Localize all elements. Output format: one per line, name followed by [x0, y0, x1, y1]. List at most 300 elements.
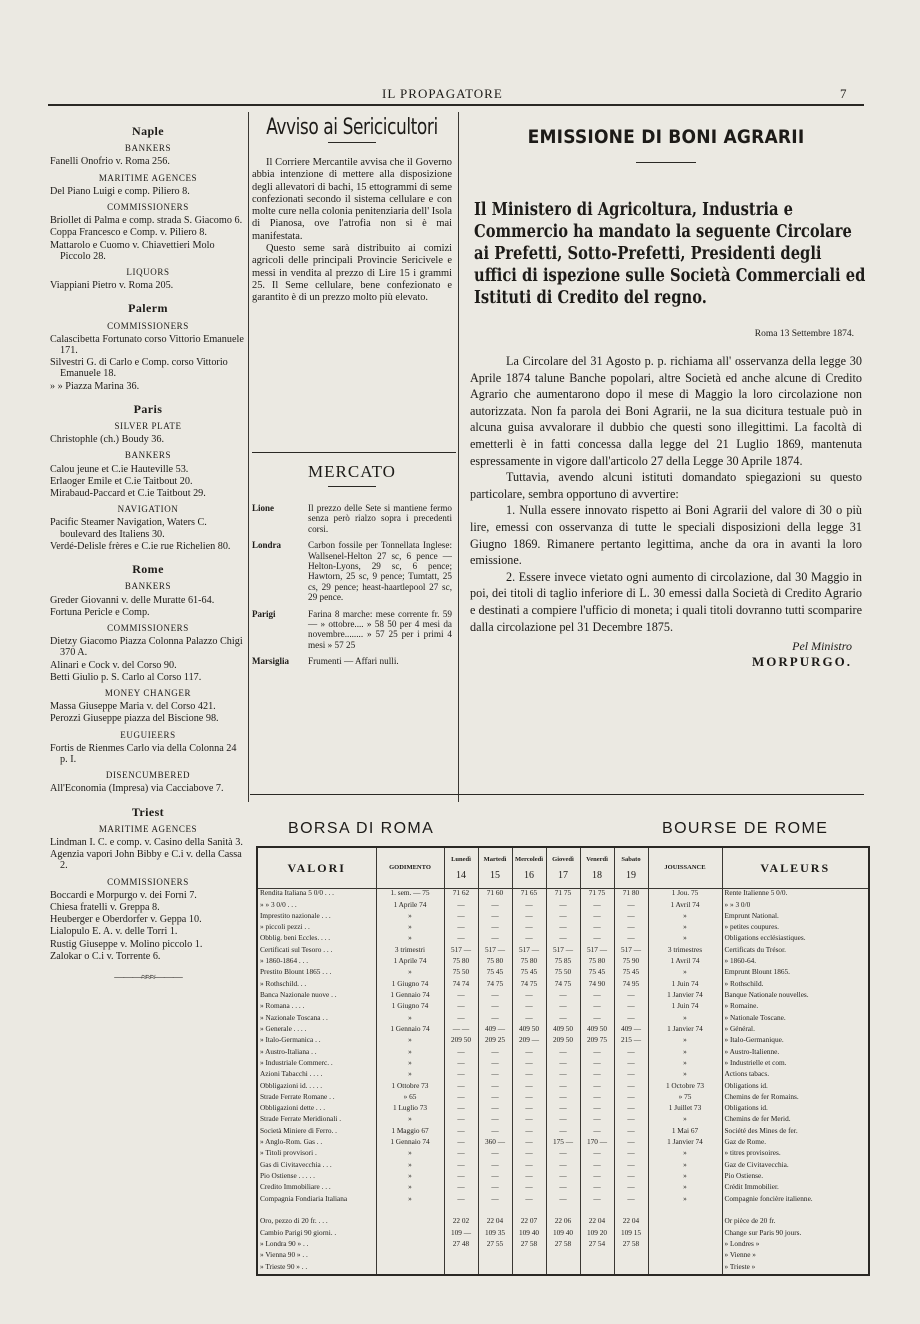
- table-row: [258, 957, 868, 968]
- valori-cell-text: Rendita Italiana 5 0/0 . . .: [260, 888, 334, 897]
- valori-cell-text: Certificati sul Tesoro . . .: [260, 945, 333, 954]
- valori-cell-text: Credito Immobiliare . . .: [260, 1183, 331, 1192]
- table-row: [258, 912, 868, 923]
- quote-cell-text: —: [559, 1058, 567, 1067]
- valori-cell: [258, 901, 376, 912]
- table-row: [258, 968, 868, 979]
- jouissance-cell: [648, 1002, 722, 1013]
- quote-cell-text: —: [593, 1183, 601, 1192]
- directory-entry: Heuberger e Oberdorfer v. Geppa 10.: [50, 914, 202, 926]
- quote-cell: [580, 1115, 614, 1126]
- quote-cell: [614, 901, 648, 912]
- godimento-cell: [376, 968, 444, 979]
- quote-cell: [512, 1002, 546, 1013]
- directory-entry: All'Economia (Impresa) via Cacciabove 7.: [50, 783, 224, 795]
- quotation-table: [256, 846, 870, 1276]
- mercato-rule: [252, 452, 456, 453]
- godimento-cell: [376, 889, 444, 901]
- quote-cell: [444, 1195, 478, 1206]
- jouissance-cell: [648, 980, 722, 991]
- quote-cell: [614, 1195, 648, 1206]
- quote-cell: [444, 1229, 478, 1240]
- quote-cell: [444, 912, 478, 923]
- jouissance-cell-text: [651, 1217, 720, 1225]
- jouissance-cell-text: »: [683, 1160, 687, 1169]
- godimento-cell-text: 1 Gennaio 74: [390, 991, 430, 1000]
- quote-cell-text: 75 90: [622, 957, 640, 966]
- market-place: Londra: [252, 540, 282, 551]
- jouissance-cell: [648, 1048, 722, 1059]
- quote-cell-text: —: [491, 1115, 499, 1124]
- quote-cell: [444, 934, 478, 945]
- valeurs-cell: [722, 1240, 868, 1251]
- quote-cell: [580, 1251, 614, 1262]
- quote-cell-text: 22 06: [554, 1217, 572, 1226]
- jouissance-cell-text: »: [683, 1036, 687, 1045]
- directory-entry: Fortuna Pericle e Comp.: [50, 606, 150, 618]
- quote-cell-text: 75 45: [486, 968, 504, 977]
- quote-cell: [580, 980, 614, 991]
- quote-cell: [444, 1036, 478, 1047]
- quote-cell-text: [583, 1206, 612, 1214]
- quote-cell-text: 517 —: [620, 945, 642, 954]
- quote-cell: [614, 923, 648, 934]
- category-heading: MARITIME AGENCES: [98, 823, 198, 834]
- quote-cell: [614, 1149, 648, 1160]
- quote-cell-text: 109 15: [620, 1228, 642, 1237]
- quote-cell: [444, 1025, 478, 1036]
- category-heading: BANKERS: [124, 581, 172, 592]
- valori-cell-text: Gas di Civitavecchia . . .: [260, 1160, 332, 1169]
- quote-cell-text: 109 40: [518, 1228, 540, 1237]
- quote-cell-text: 75 50: [554, 968, 572, 977]
- quote-cell-text: —: [627, 1058, 635, 1067]
- quote-cell-text: 75 80: [588, 957, 606, 966]
- jouissance-cell: [648, 1059, 722, 1070]
- directory-entry: Alinari e Cock v. del Corso 90.: [50, 659, 177, 671]
- borsa-title-fr: BOURSE DE ROME: [662, 820, 829, 837]
- category-heading: DISENCUMBERED: [105, 770, 191, 781]
- valori-cell: [258, 1149, 376, 1160]
- jouissance-cell: [648, 1172, 722, 1183]
- quote-cell-text: —: [491, 911, 499, 920]
- godimento-cell: [376, 1240, 444, 1251]
- quote-cell: [546, 1093, 580, 1104]
- quote-cell-text: —: [457, 911, 465, 920]
- newspaper-title: IL PROPAGATORE: [382, 86, 503, 101]
- table-row: [258, 1036, 868, 1047]
- quote-cell-text: —: [593, 1104, 601, 1113]
- quote-cell: [614, 1161, 648, 1172]
- quote-cell-text: —: [457, 923, 465, 932]
- valori-cell-text: Obblig. beni Eccles. . . .: [260, 934, 331, 943]
- signature-line-2: MORPURGO.: [752, 654, 852, 670]
- quote-cell: [614, 1183, 648, 1194]
- godimento-cell: [376, 1195, 444, 1206]
- quote-cell-text: —: [491, 1104, 499, 1113]
- quote-cell-text: —: [525, 1194, 533, 1203]
- quote-cell-text: 209 25: [484, 1036, 506, 1045]
- valeurs-cell: [722, 1104, 868, 1115]
- valeurs-cell-text: » Romaine.: [724, 1002, 759, 1011]
- godimento-cell-text: [379, 1217, 442, 1225]
- quote-cell-text: —: [627, 1081, 635, 1090]
- jouissance-cell-text: »: [683, 1047, 687, 1056]
- quote-cell-text: —: [559, 1149, 567, 1158]
- valeurs-cell: [722, 901, 868, 912]
- quote-cell-text: —: [491, 934, 499, 943]
- valeurs-cell-text: Gaz de Civitavecchia.: [724, 1160, 789, 1169]
- jouissance-cell-text: [651, 1229, 720, 1237]
- quote-cell: [444, 957, 478, 968]
- jouissance-cell-text: »: [683, 923, 687, 932]
- valori-cell-text: Strade Ferrate Romane . .: [260, 1092, 335, 1101]
- quote-cell-text: —: [491, 1194, 499, 1203]
- city-heading: Rome: [132, 562, 164, 577]
- godimento-cell: [376, 1093, 444, 1104]
- valori-cell-text: » Rothschild. . .: [260, 979, 307, 988]
- quote-cell: [512, 1082, 546, 1093]
- valori-cell-text: » Italo-Germanica . .: [260, 1036, 321, 1045]
- godimento-cell: [376, 1263, 444, 1274]
- quote-cell: [512, 889, 546, 901]
- quote-cell-text: 27 48: [452, 1239, 470, 1248]
- godimento-cell: [376, 1014, 444, 1025]
- quote-cell-text: —: [627, 1070, 635, 1079]
- quote-cell: [478, 1014, 512, 1025]
- quote-cell-text: —: [457, 934, 465, 943]
- quote-cell-text: —: [457, 1183, 465, 1192]
- valeurs-cell-text: » Général.: [724, 1024, 755, 1033]
- valori-cell: [258, 923, 376, 934]
- quote-cell: [512, 1036, 546, 1047]
- directory-entry: Briollet di Palma e comp. strada S. Giacomo 6.: [50, 215, 243, 227]
- godimento-cell-text: [379, 1251, 442, 1259]
- quote-cell: [512, 991, 546, 1002]
- table-row: [258, 1229, 868, 1240]
- quote-cell-text: —: [457, 1149, 465, 1158]
- jouissance-cell: [648, 1115, 722, 1126]
- valeurs-cell-text: Chemins de fer Merid.: [724, 1115, 791, 1124]
- city-heading: Naple: [132, 124, 164, 138]
- quote-cell-text: —: [457, 1058, 465, 1067]
- quote-cell: [512, 1115, 546, 1126]
- valeurs-cell-text: Obligations id.: [724, 1104, 768, 1113]
- quote-cell: [614, 991, 648, 1002]
- quote-cell-text: 517 —: [450, 945, 472, 954]
- quote-cell-text: —: [525, 1138, 533, 1147]
- quote-cell-text: —: [491, 1081, 499, 1090]
- quote-cell-text: 75 45: [622, 968, 640, 977]
- category-heading: COMMISSIONERS: [107, 876, 189, 887]
- valori-cell-text: » Romana . . . .: [260, 1002, 305, 1011]
- quote-cell: [580, 957, 614, 968]
- quote-cell: [478, 1127, 512, 1138]
- quote-cell-text: —: [593, 1002, 601, 1011]
- col-header-valori: VALORI: [258, 848, 376, 889]
- godimento-cell-text: »: [408, 1149, 412, 1158]
- quote-cell: [478, 1070, 512, 1081]
- jouissance-cell-text: [651, 1263, 720, 1271]
- godimento-cell-text: 3 trimestri: [394, 945, 426, 954]
- quote-cell: [614, 1263, 648, 1274]
- quote-cell: [614, 1104, 648, 1115]
- col-header-day: [614, 848, 648, 889]
- quote-cell: [580, 923, 614, 934]
- quote-cell: [478, 1183, 512, 1194]
- valori-cell: [258, 1195, 376, 1206]
- avviso-column: [252, 115, 452, 305]
- quote-cell: [580, 1240, 614, 1251]
- quote-cell: [478, 968, 512, 979]
- jouissance-cell-text: »: [683, 1194, 687, 1203]
- quote-cell: [546, 912, 580, 923]
- quote-cell: [546, 1138, 580, 1149]
- day-number: 18: [592, 870, 602, 881]
- valori-cell: [258, 1036, 376, 1047]
- valori-cell: [258, 946, 376, 957]
- quote-cell-text: 75 80: [520, 957, 538, 966]
- quote-cell: [444, 1172, 478, 1183]
- valori-cell-text: Pio Ostiense . . . . .: [260, 1172, 315, 1181]
- godimento-cell-text: 1 Giugno 74: [391, 979, 429, 988]
- valori-cell-text: » Londra 90 » . .: [260, 1239, 309, 1248]
- quote-cell: [580, 1093, 614, 1104]
- quote-cell: [444, 1138, 478, 1149]
- jouissance-cell: [648, 901, 722, 912]
- quote-cell-text: 27 55: [486, 1239, 504, 1248]
- city-heading: Palerm: [128, 301, 168, 316]
- quote-cell-text: —: [525, 1047, 533, 1056]
- quote-cell-text: —: [627, 1172, 635, 1181]
- quote-cell: [546, 1036, 580, 1047]
- jouissance-cell-text: »: [683, 1013, 687, 1022]
- quote-cell: [580, 934, 614, 945]
- quote-cell: [614, 1127, 648, 1138]
- valori-cell-text: Compagnia Fondiaria Italiana: [260, 1194, 348, 1203]
- quote-cell: [444, 901, 478, 912]
- quote-cell: [546, 1025, 580, 1036]
- valori-cell: [258, 1229, 376, 1240]
- quote-cell: [444, 968, 478, 979]
- quote-cell-text: —: [525, 1115, 533, 1124]
- quote-cell: [512, 1172, 546, 1183]
- avviso-paragraph-1: Il Corriere Mercantile avvisa che il Governo abbia intenzione di mettere alla disposizione degli allevatori di bachi, 15 ettogrammi di seme confezionati secondo il sistema cellulare e con molte cure nella colonia penitenziaria dell' Isola di Pianosa, ove l'atrofia non si è mai manifestata.: [252, 157, 452, 242]
- valeurs-cell-text: Actions tabacs.: [724, 1070, 770, 1079]
- quote-cell: [614, 1014, 648, 1025]
- table-row: [258, 991, 868, 1002]
- valeurs-cell: [722, 1036, 868, 1047]
- valeurs-cell: [722, 1025, 868, 1036]
- col-header-godimento: GODIMENTO: [376, 848, 444, 889]
- table-row: [258, 1115, 868, 1126]
- godimento-cell: [376, 1082, 444, 1093]
- quote-cell: [546, 934, 580, 945]
- valori-cell-text: » Vienna 90 » . .: [260, 1251, 308, 1260]
- directory-entry: Erlaoger Emile et C.ie Taitbout 20.: [50, 475, 193, 487]
- godimento-cell-text: [379, 1263, 442, 1271]
- table-row: [258, 1082, 868, 1093]
- quote-cell-text: —: [559, 923, 567, 932]
- jouissance-cell-text: 1 Octobre 73: [665, 1081, 705, 1090]
- directory-entry: Lindman I. C. e comp. v. Casino della Sanità 3.: [50, 836, 243, 848]
- jouissance-cell-text: »: [683, 968, 687, 977]
- directory-entry: Calascibetta Fortunato corso Vittorio Emanuele 171.: [50, 333, 244, 357]
- jouissance-cell-text: »: [683, 1149, 687, 1158]
- jouissance-cell: [648, 968, 722, 979]
- godimento-cell: [376, 1059, 444, 1070]
- quote-cell: [478, 889, 512, 901]
- valeurs-cell: [722, 968, 868, 979]
- godimento-cell-text: »: [408, 968, 412, 977]
- godimento-cell-text: »: [408, 1047, 412, 1056]
- jouissance-cell-text: 1 Janvier 74: [667, 1024, 703, 1033]
- jouissance-cell-text: »: [683, 1058, 687, 1067]
- quote-cell-text: —: [593, 1172, 601, 1181]
- godimento-cell-text: »: [408, 1160, 412, 1169]
- jouissance-cell-text: 1 Janvier 74: [667, 1138, 703, 1147]
- godimento-cell: [376, 1002, 444, 1013]
- market-text: Carbon fossile per Tonnellata Inglese: Wallsenel-Helton 27 sc, 6 pence — Helton-Lyons, 29 sc, 6 pence; Hawtorn, 25 sc, 9 pence; Tumtatt, 25 cs, 29 pence; heast-haartlepool 27 sc, 29 pence.: [308, 540, 452, 603]
- quote-cell-text: 517 —: [552, 945, 574, 954]
- valori-cell: [258, 1251, 376, 1262]
- quote-cell-text: —: [627, 1138, 635, 1147]
- quote-cell-text: —: [593, 1058, 601, 1067]
- quote-cell-text: —: [457, 1138, 465, 1147]
- table-row: [258, 1048, 868, 1059]
- quote-cell-text: 517 —: [586, 945, 608, 954]
- quote-cell: [512, 1206, 546, 1217]
- quote-cell-text: [447, 1251, 476, 1259]
- quote-cell-text: [549, 1251, 578, 1259]
- table-row: [258, 889, 868, 901]
- quote-cell-text: —: [627, 923, 635, 932]
- quote-cell: [546, 968, 580, 979]
- quote-cell: [444, 1115, 478, 1126]
- quote-cell: [546, 1240, 580, 1251]
- jouissance-cell: [648, 1104, 722, 1115]
- quote-cell-text: —: [457, 1104, 465, 1113]
- quote-cell: [478, 1115, 512, 1126]
- quote-cell: [512, 1240, 546, 1251]
- quote-cell-text: —: [593, 1126, 601, 1135]
- directory-entry: Betti Giulio p. S. Carlo al Corso 117.: [50, 671, 202, 683]
- table-row: [258, 1263, 868, 1274]
- quote-cell-text: 74 75: [486, 979, 504, 988]
- jouissance-cell: [648, 946, 722, 957]
- valori-cell-text: [260, 1206, 374, 1214]
- quote-cell-text: —: [627, 1160, 635, 1169]
- quote-cell-text: [481, 1206, 510, 1214]
- table-row: [258, 1138, 868, 1149]
- quote-cell: [614, 912, 648, 923]
- valeurs-cell: [722, 1059, 868, 1070]
- jouissance-cell-text: » 75: [678, 1092, 692, 1101]
- quote-cell: [614, 1138, 648, 1149]
- quote-cell-text: —: [559, 911, 567, 920]
- directory-entry: Verdé-Delisle frères e C.ie rue Richelien 80.: [50, 540, 231, 552]
- day-name: Sabato: [621, 856, 641, 863]
- quote-cell-text: —: [525, 991, 533, 1000]
- godimento-cell: [376, 1229, 444, 1240]
- valeurs-cell: [722, 980, 868, 991]
- godimento-cell: [376, 1183, 444, 1194]
- quote-cell: [614, 980, 648, 991]
- valeurs-cell: [722, 946, 868, 957]
- quote-cell: [512, 1251, 546, 1262]
- valori-cell-text: Obbligazioni dette . . .: [260, 1104, 326, 1113]
- quote-cell: [444, 1251, 478, 1262]
- valeurs-cell: [722, 934, 868, 945]
- jouissance-cell: [648, 991, 722, 1002]
- quote-cell: [580, 1082, 614, 1093]
- quote-cell: [580, 1002, 614, 1013]
- valeurs-cell-text: [725, 1206, 867, 1214]
- godimento-cell: [376, 901, 444, 912]
- quote-cell: [546, 1070, 580, 1081]
- quote-cell-text: —: [457, 1047, 465, 1056]
- quote-cell-text: —: [525, 1149, 533, 1158]
- valeurs-cell: [722, 1002, 868, 1013]
- quote-cell: [512, 934, 546, 945]
- jouissance-cell: [648, 1251, 722, 1262]
- table-row: [258, 934, 868, 945]
- quote-cell-text: [515, 1263, 544, 1271]
- quote-cell: [614, 1036, 648, 1047]
- ornament: ———≈≈≈———: [114, 971, 182, 983]
- quote-cell: [478, 1036, 512, 1047]
- jouissance-cell-text: [651, 1240, 720, 1248]
- quote-cell: [512, 980, 546, 991]
- quote-cell: [478, 1161, 512, 1172]
- quote-cell-text: —: [525, 1081, 533, 1090]
- quote-cell-text: —: [627, 1092, 635, 1101]
- jouissance-cell-text: »: [683, 1172, 687, 1181]
- quote-cell-text: —: [593, 1013, 601, 1022]
- valeurs-cell: [722, 1263, 868, 1274]
- table-row: [258, 1206, 868, 1217]
- quote-cell-text: —: [559, 1081, 567, 1090]
- emissione-paragraph-4: 2. Essere invece vietato ogni aumento di circolazione, dal 30 Maggio in poi, dei titoli di taglio inferiore di L. 30 emessi dalla Società di Credito Agrario e destinati a compiere l'ufficio di moneta; i quali titoli dovranno tutti scomparire dalla circolazione pel 31 Decembre 1875.: [470, 569, 862, 634]
- table-row: [258, 1217, 868, 1228]
- jouissance-cell: [648, 1229, 722, 1240]
- quote-cell: [444, 923, 478, 934]
- quote-cell-text: —: [559, 991, 567, 1000]
- quote-cell: [478, 991, 512, 1002]
- valeurs-cell: [722, 912, 868, 923]
- quote-cell: [580, 1059, 614, 1070]
- table-row: [258, 1070, 868, 1081]
- table-row: [258, 1195, 868, 1206]
- quote-cell: [478, 1002, 512, 1013]
- day-name: Martedì: [483, 856, 507, 863]
- quote-cell: [512, 1070, 546, 1081]
- valeurs-cell-text: » » 3 0/0: [724, 900, 751, 909]
- city-heading: Triest: [131, 804, 165, 819]
- quote-cell: [546, 1059, 580, 1070]
- directory-entry: Fanelli Onofrio v. Roma 256.: [50, 156, 170, 168]
- market-place: Lione: [252, 503, 275, 513]
- valeurs-cell-text: Emprunt Blount 1865.: [724, 968, 790, 977]
- quote-cell: [478, 957, 512, 968]
- quote-cell: [546, 1195, 580, 1206]
- quote-cell: [546, 1149, 580, 1160]
- godimento-cell-text: [379, 1206, 442, 1214]
- quote-cell-text: —: [525, 934, 533, 943]
- quote-cell-text: [549, 1206, 578, 1214]
- quote-cell: [546, 991, 580, 1002]
- jouissance-cell-text: 1 Mai 67: [671, 1126, 699, 1135]
